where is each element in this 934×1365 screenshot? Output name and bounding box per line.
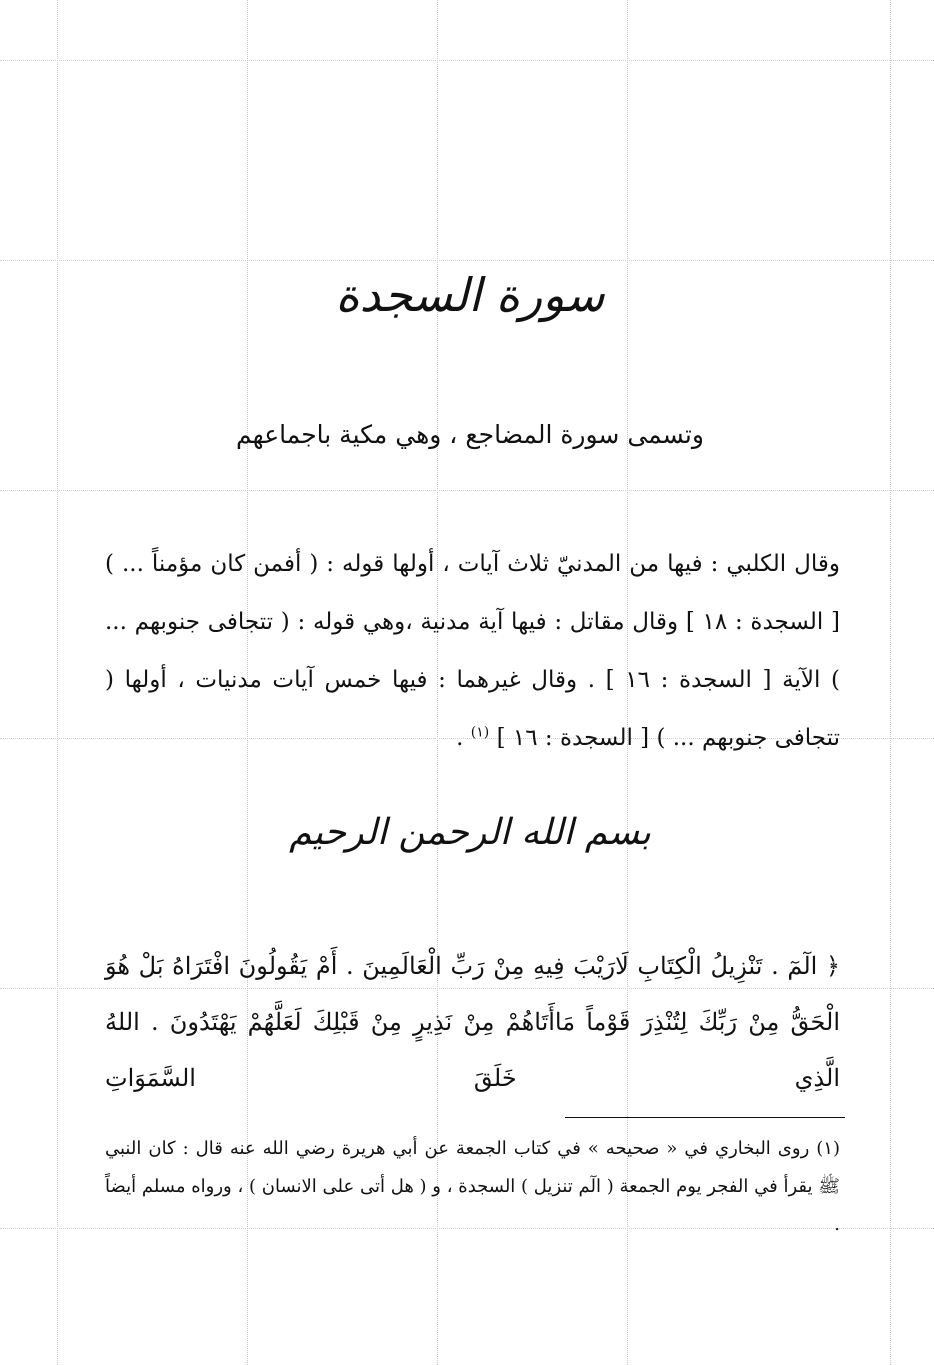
intro-paragraph <box>105 535 840 767</box>
footnote-divider <box>565 1117 845 1118</box>
footnote: (١) روى البخاري في « صحيحه » في كتاب الجمعة عن أبي هريرة رضي الله عنه قال : كان النبي ﷺ يقرأ في الفجر يوم الجمعة ( الٓم تنزيل ) السجدة ، و ( هل أتى على الانسان ) ، ورواه مسلم أيضاً . <box>105 1138 840 1235</box>
quran-verses: ﴿ الٓمٓ . تَنْزِيلُ الْكِتَابِ لَارَيْبَ فِيهِ مِنْ رَبِّ الْعَالَمِينَ . أَمْ يَقُولُونَ افْتَرَاهُ بَلْ هُوَ الْحَقُّ مِنْ رَبِّكَ لِتُنْذِرَ قَوْماً مَاأَتَاهُمْ مِنْ نَذِيرٍ مِنْ قَبْلِكَ لَعَلَّهُمْ يَهْتَدُونَ . اللهُ الَّذِي خَلَقَ السَّمَوَاتِ <box>105 952 840 1092</box>
document-page <box>95 0 845 1365</box>
surah-title: سورة السجدة <box>335 268 605 322</box>
surah-subtitle: وتسمى سورة المضاجع ، وهي مكية باجماعهم <box>236 420 704 449</box>
footnote-marker: (١) <box>470 724 490 741</box>
intro-text: وقال الكلبي : فيها من المدنيّ ثلاث آيات ، أولها قوله : ( أفمن كان مؤمناً ... ) [ السجدة : ١٨ ] وقال مقاتل : فيها آية مدنية ،وهي قوله : ( تتجافى جنوبهم ... ) الآية [ السجدة : ١٦ ] . وقال غيرهما : فيها خمس آيات مدنيات ، أولها ( تتجافى جنوبهم ... ) [ السجدة : ١٦ ] <box>105 551 840 751</box>
intro-end: . <box>456 725 471 751</box>
basmala: بسم الله الرحمن الرحيم <box>289 812 651 853</box>
